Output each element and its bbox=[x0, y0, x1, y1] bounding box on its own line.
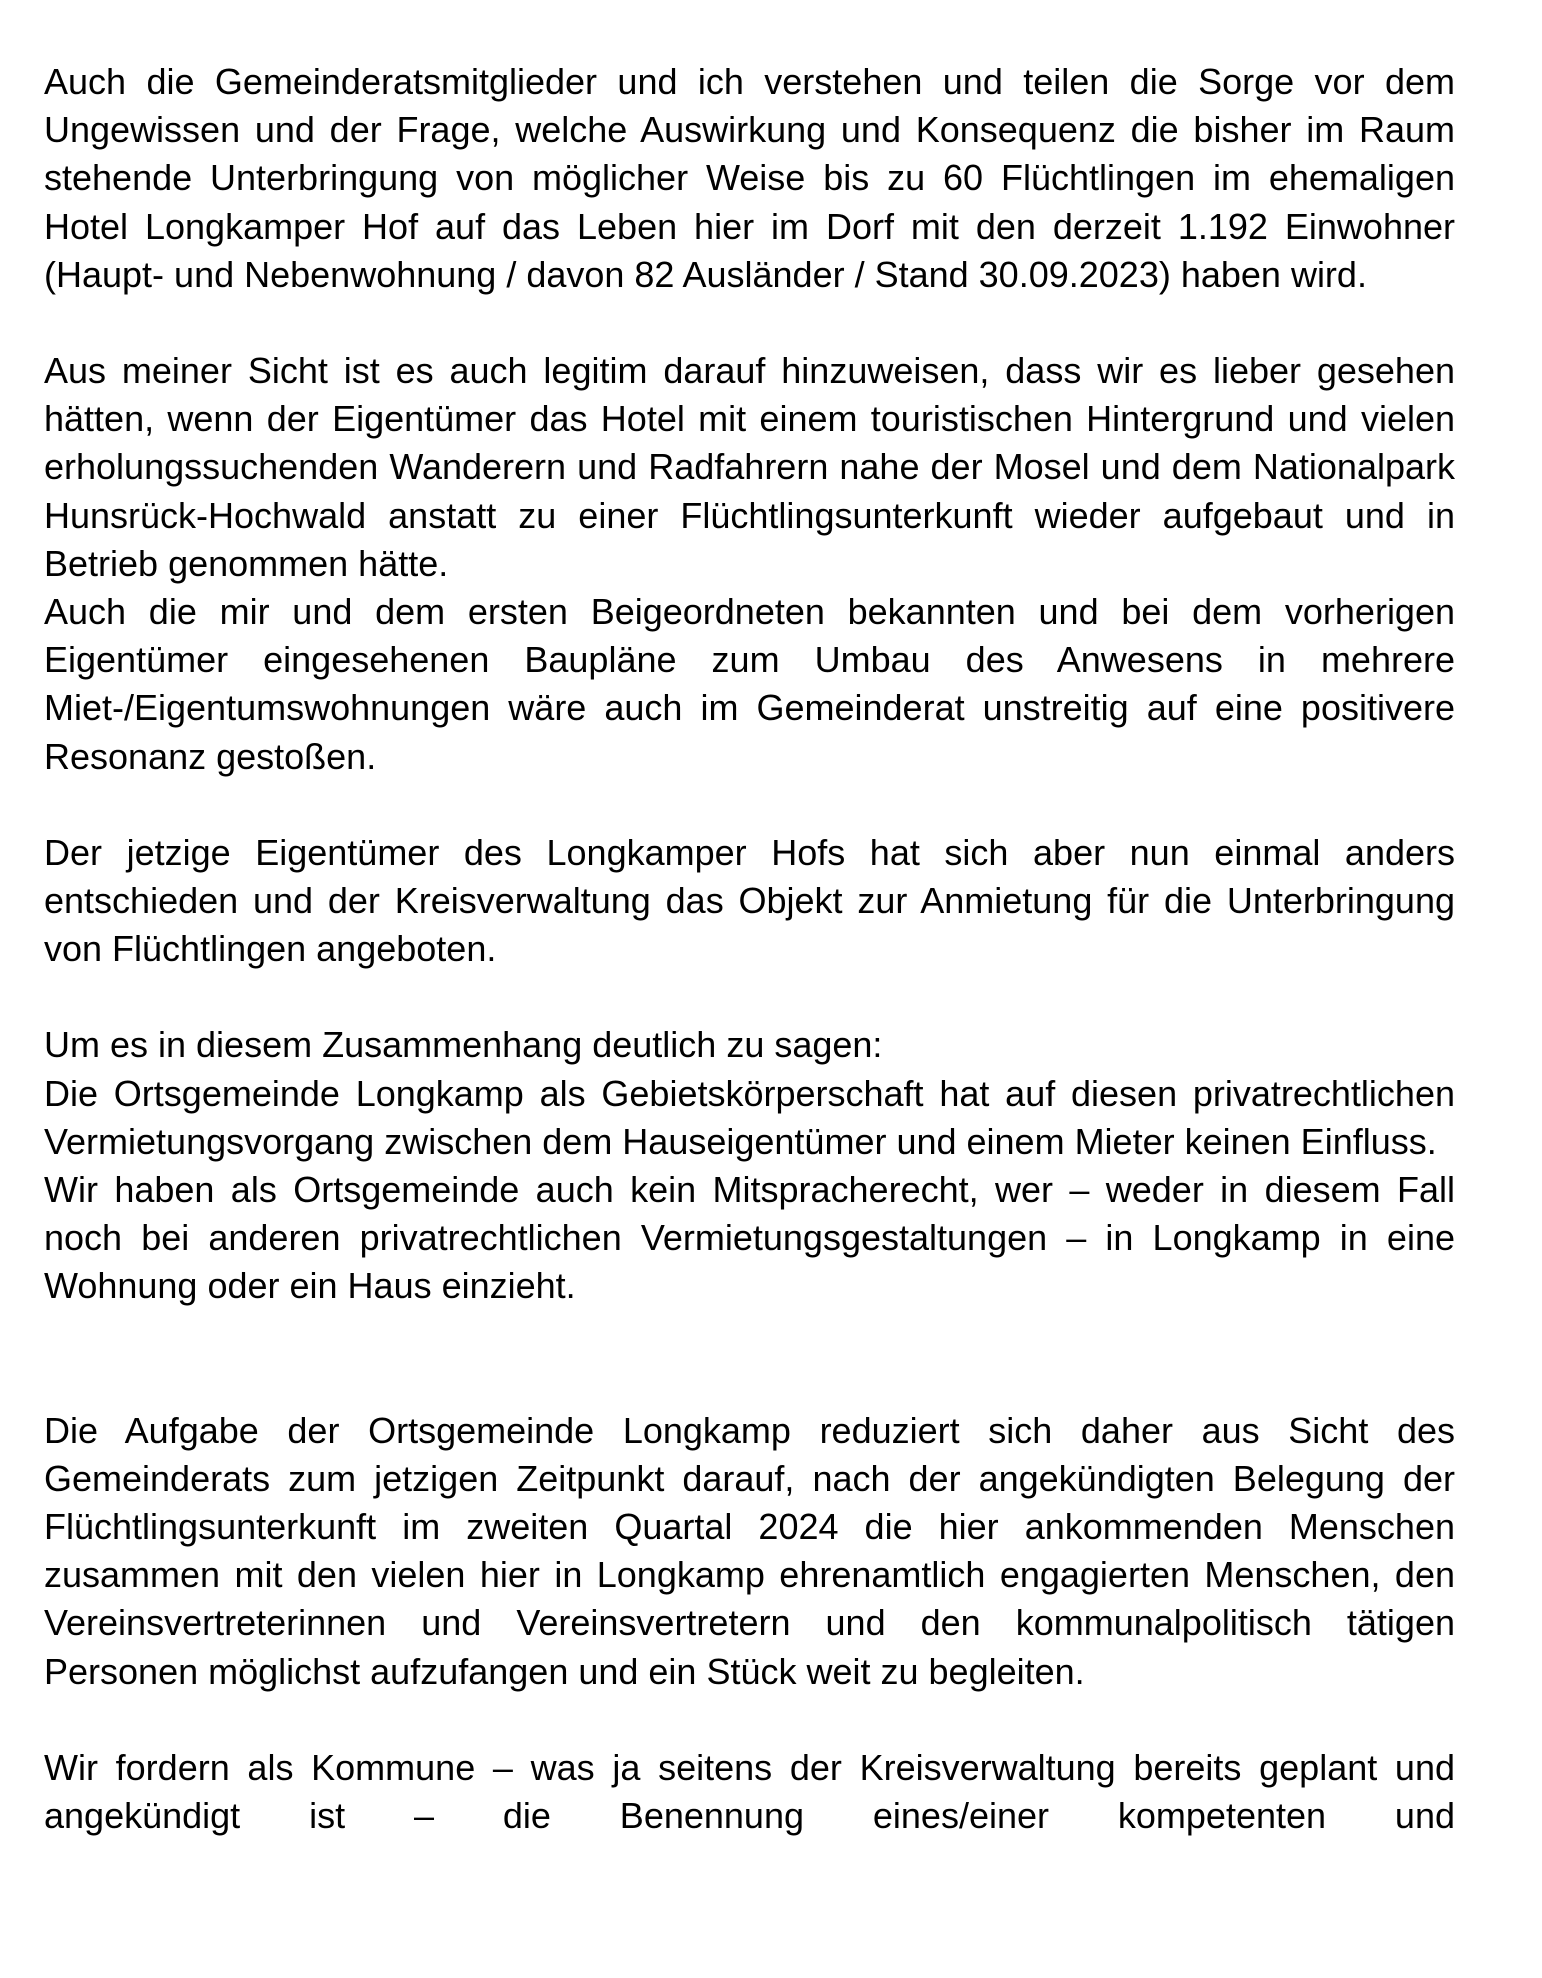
paragraph-gap bbox=[44, 973, 1455, 1021]
paragraph-1: Auch die Gemeinderatsmitglieder und ich verstehen und teilen die Sorge vor dem Ungewissen und der Frage, welche Auswirkung und Konsequenz die bisher im Raum stehende Unterbringung von möglicher Weise bis zu 60 Flüchtlingen im ehemaligen Hotel Longkamper Hof auf das Leben hier im Dorf mit den derzeit 1.192 Einwohner (Haupt- und Nebenwohnung / davon 82 Ausländer / Stand 30.09.2023) haben wird. bbox=[44, 61, 1455, 295]
paragraph-6: Die Ortsgemeinde Longkamp als Gebietskörperschaft hat auf diesen privatrechtlichen Vermietungsvorgang zwischen dem Hauseigentümer und einem Mieter keinen Einfluss. bbox=[44, 1072, 1455, 1162]
paragraph-5: Um es in diesem Zusammenhang deutlich zu sagen: bbox=[44, 1024, 883, 1066]
paragraph-8: Die Aufgabe der Ortsgemeinde Longkamp reduziert sich daher aus Sicht des Gemeinderats zum jetzigen Zeitpunkt darauf, nach der angekündigten Belegung der Flüchtlingsunterkunft im zweiten Quartal 2024 die hier ankommenden Menschen zusammen mit den vielen hier in Longkamp ehrenamtlich engagierten Menschen, den Vereinsvertreterinnen und Vereinsvertretern und den kommunalpolitisch tätigen Personen möglichst aufzufangen und ein Stück weit zu begleiten. bbox=[44, 1409, 1455, 1692]
paragraph-gap bbox=[44, 1696, 1455, 1744]
paragraph-7: Wir haben als Ortsgemeinde auch kein Mitspracherecht, wer – weder in diesem Fall noch bei anderen privatrechtlichen Vermietungsgestaltungen – in Longkamp in eine Wohnung oder ein Haus einzieht. bbox=[44, 1169, 1455, 1307]
paragraph-gap bbox=[44, 299, 1455, 347]
paragraph-3: Auch die mir und dem ersten Beigeordneten bekannten und bei dem vorherigen Eigentümer eingesehenen Baupläne zum Umbau des Anwesens in mehrere Miet-/Eigentumswohnungen wäre auch im Gemeinderat unstreitig auf eine positivere Resonanz gestoßen. bbox=[44, 591, 1455, 777]
paragraph-gap bbox=[44, 1311, 1455, 1407]
paragraph-4: Der jetzige Eigentümer des Longkamper Hofs hat sich aber nun einmal anders entschieden und der Kreisverwaltung das Objekt zur Anmietung für die Unterbringung von Flüchtlingen angeboten. bbox=[44, 831, 1455, 970]
paragraph-gap bbox=[44, 781, 1455, 829]
paragraph-9: Wir fordern als Kommune – was ja seitens der Kreisverwaltung bereits geplant und angekündigt ist – die Benennung eines/einer kompetenten und bbox=[44, 1746, 1455, 1837]
paragraph-2: Aus meiner Sicht ist es auch legitim darauf hinzuweisen, dass wir es lieber gesehen hätten, wenn der Eigentümer das Hotel mit einem touristischen Hintergrund und vielen erholungssuchenden Wanderern und Radfahrern nahe der Mosel und dem Nationalpark Hunsrück-Hochwald anstatt zu einer Flüchtlingsunterkunft wieder aufgebaut und in Betrieb genommen hätte. bbox=[44, 350, 1455, 584]
document-page bbox=[44, 58, 1455, 1840]
